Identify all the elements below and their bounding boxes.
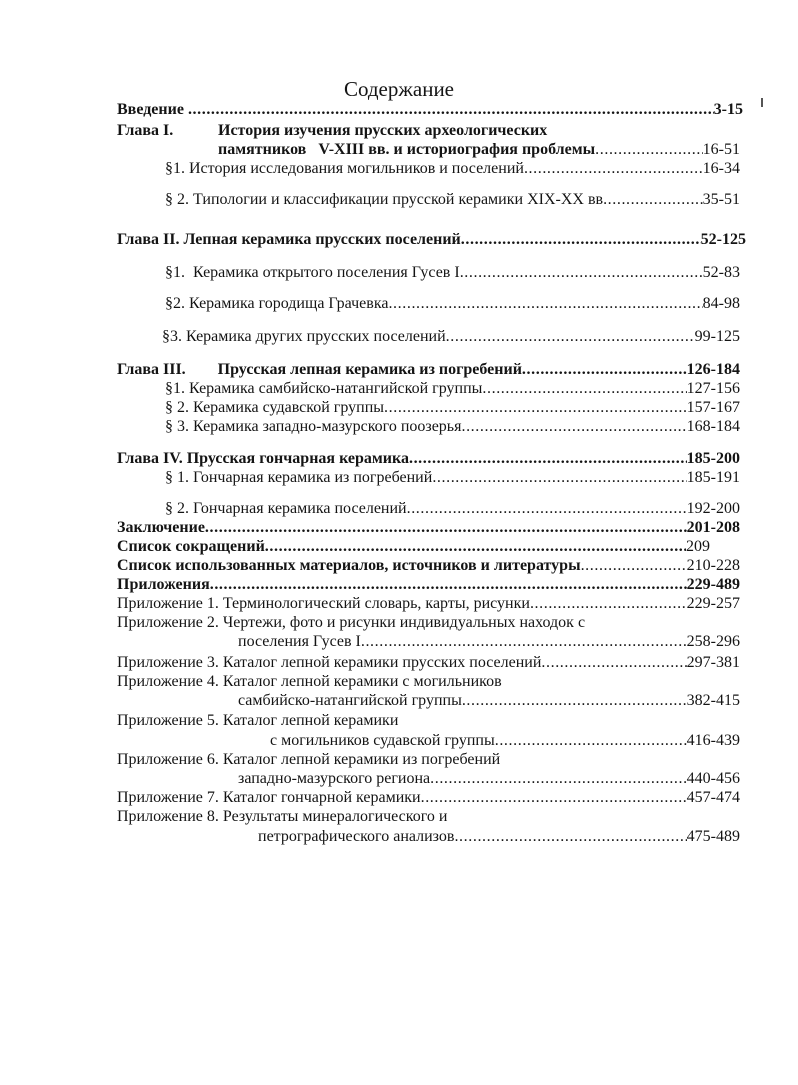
toc-leader <box>265 537 686 556</box>
toc-chapter-number: Глава I. <box>117 122 174 139</box>
toc-leader <box>210 575 687 594</box>
toc-leader <box>530 594 687 613</box>
toc-leader <box>388 294 702 313</box>
toc-label: петрографического анализов <box>258 828 455 845</box>
toc-entry-chapter-4 <box>117 449 740 468</box>
toc-leader <box>407 499 687 518</box>
page-title: Содержание <box>343 77 455 101</box>
toc-leader <box>461 230 701 249</box>
toc-label: поселения Гусев I <box>238 633 361 650</box>
toc-pages: 157-167 <box>686 399 740 416</box>
toc-leader <box>522 360 687 379</box>
toc-entry-appendix-4 <box>238 691 740 710</box>
toc-leader <box>421 788 687 807</box>
toc-pages: 192-200 <box>686 500 740 517</box>
toc-appendix-5-line1: Приложение 5. Каталог лепной керамики <box>117 712 399 729</box>
toc-label: Глава III. Прусская лепная керамика из погребений <box>117 361 522 378</box>
toc-pages: 185-191 <box>686 469 740 486</box>
toc-leader <box>581 556 687 575</box>
toc-label: § 2. Керамика судавской группы <box>165 399 385 416</box>
toc-leader <box>188 100 714 119</box>
toc-chapter-title: История изучения прусских археологических <box>218 122 548 139</box>
toc-entry-appendix-5 <box>270 731 740 750</box>
toc-leader <box>495 731 687 750</box>
toc-appendix-8-line1: Приложение 8. Результаты минералогического и <box>117 808 448 825</box>
toc-pages: 168-184 <box>686 418 740 435</box>
toc-label: памятников V-XIII вв. и историография проблемы <box>218 141 596 158</box>
toc-label: §1. Керамика открытого поселения Гусев I <box>165 264 460 281</box>
toc-appendix-4-line1: Приложение 4. Каталог лепной керамики с могильников <box>117 673 502 690</box>
toc-pages: 416-439 <box>686 732 740 749</box>
toc-entry-appendix-8 <box>258 827 740 846</box>
toc-label: §2. Керамика городища Грачевка <box>165 295 389 312</box>
toc-pages: 210-228 <box>686 557 740 574</box>
toc-entry-ch3-s3 <box>165 417 740 436</box>
toc-leader <box>460 263 703 282</box>
toc-label: самбийско-натангийской группы <box>238 692 462 709</box>
toc-leader <box>482 379 686 398</box>
toc-leader <box>384 398 687 417</box>
toc-label: Глава II. Лепная керамика прусских поселений <box>117 231 461 248</box>
toc-label: Приложение 7. Каталог гончарной керамики <box>117 789 421 806</box>
toc-label: §1. Керамика самбийско-натангийской группы <box>165 380 483 397</box>
toc-entry-ch2-s3 <box>162 327 740 346</box>
toc-entry-chapter-3 <box>117 360 740 379</box>
toc-entry-abbreviations <box>117 537 710 556</box>
toc-leader <box>541 653 686 672</box>
toc-pages: 440-456 <box>686 770 740 787</box>
toc-pages: 258-296 <box>686 633 740 650</box>
toc-label: Приложения <box>117 576 210 593</box>
toc-pages: 84-98 <box>702 295 740 312</box>
toc-entry-ch1-s1 <box>165 159 740 178</box>
toc-entry-intro <box>117 100 743 119</box>
toc-pages: 201-208 <box>686 519 740 536</box>
toc-entry-conclusion <box>117 518 740 537</box>
toc-label: Список сокращений <box>117 538 265 555</box>
toc-label: § 3. Керамика западно-мазурского поозерья <box>165 418 462 435</box>
toc-leader <box>205 518 687 537</box>
toc-entry-chapter-2 <box>117 230 746 249</box>
toc-label: Приложение 1. Терминологический словарь, карты, рисунки <box>117 595 530 612</box>
toc-label: Заключение <box>117 519 205 536</box>
toc-appendix-2-line1: Приложение 2. Чертежи, фото и рисунки индивидуальных находок с <box>117 614 586 631</box>
toc-entry-appendix-2 <box>238 632 740 651</box>
toc-label: §1. История исследования могильников и поселений <box>165 160 524 177</box>
toc-pages: 209 <box>686 538 710 555</box>
toc-pages: 229-257 <box>686 595 740 612</box>
toc-appendix-6-line1: Приложение 6. Каталог лепной керамики из погребений <box>117 751 501 768</box>
toc-label: Приложение 3. Каталог лепной керамики прусских поселений <box>117 654 542 671</box>
toc-label: §3. Керамика других прусских поселений <box>162 328 446 345</box>
toc-entry-sources <box>117 556 740 575</box>
toc-pages: 3-15 <box>713 101 743 118</box>
toc-leader <box>524 159 703 178</box>
toc-leader <box>409 449 687 468</box>
toc-pages: 127-156 <box>686 380 740 397</box>
toc-entry-ch1-s2 <box>165 190 740 209</box>
toc-pages: 457-474 <box>686 789 740 806</box>
toc-label: § 1. Гончарная керамика из погребений <box>165 469 433 486</box>
toc-entry-appendix-6 <box>238 769 740 788</box>
toc-entry-appendix-3 <box>117 653 740 672</box>
toc-label: § 2. Гончарная керамика поселений <box>165 500 407 517</box>
toc-entry-ch2-s2 <box>165 294 740 313</box>
toc-label: западно-мазурского региона <box>238 770 431 787</box>
toc-pages: 99-125 <box>694 328 740 345</box>
toc-entry-ch2-s1 <box>165 263 740 282</box>
toc-pages: 382-415 <box>686 692 740 709</box>
toc-entry-ch3-s1 <box>165 379 740 398</box>
toc-leader <box>432 468 686 487</box>
toc-pages: 475-489 <box>686 828 740 845</box>
toc-label: Глава IV. Прусская гончарная керамика <box>117 450 409 467</box>
toc-pages: 16-34 <box>702 160 740 177</box>
toc-entry-ch4-s2 <box>165 499 740 518</box>
toc-entry-appendix-7 <box>117 788 740 807</box>
toc-label: Список использованных материалов, источников и литературы <box>117 557 581 574</box>
toc-pages: 52-125 <box>700 231 746 248</box>
toc-pages: 16-51 <box>702 141 740 158</box>
toc-label: § 2. Типологии и классификации прусской керамики XIX-XX вв <box>165 191 604 208</box>
toc-label: Введение <box>117 101 188 118</box>
toc-pages: 229-489 <box>686 576 740 593</box>
toc-leader <box>461 417 686 436</box>
toc-chapter-1-heading <box>117 121 547 140</box>
toc-leader <box>454 827 686 846</box>
toc-leader <box>361 632 687 651</box>
toc-leader <box>462 691 687 710</box>
margin-mark <box>761 98 763 107</box>
toc-entry-ch4-s1 <box>165 468 740 487</box>
toc-pages: 126-184 <box>686 361 740 378</box>
toc-leader <box>603 190 703 209</box>
toc-pages: 297-381 <box>686 654 740 671</box>
toc-pages: 185-200 <box>686 450 740 467</box>
toc-pages: 35-51 <box>702 191 740 208</box>
toc-leader <box>430 769 687 788</box>
toc-leader <box>595 140 703 159</box>
toc-leader <box>446 327 695 346</box>
toc-label: с могильников судавской группы <box>270 732 495 749</box>
toc-pages: 52-83 <box>702 264 740 281</box>
toc-entry-appendix-1 <box>117 594 740 613</box>
toc-entry-ch3-s2 <box>165 398 740 417</box>
toc-entry-chapter-1 <box>218 140 740 159</box>
toc-entry-appendices <box>117 575 740 594</box>
